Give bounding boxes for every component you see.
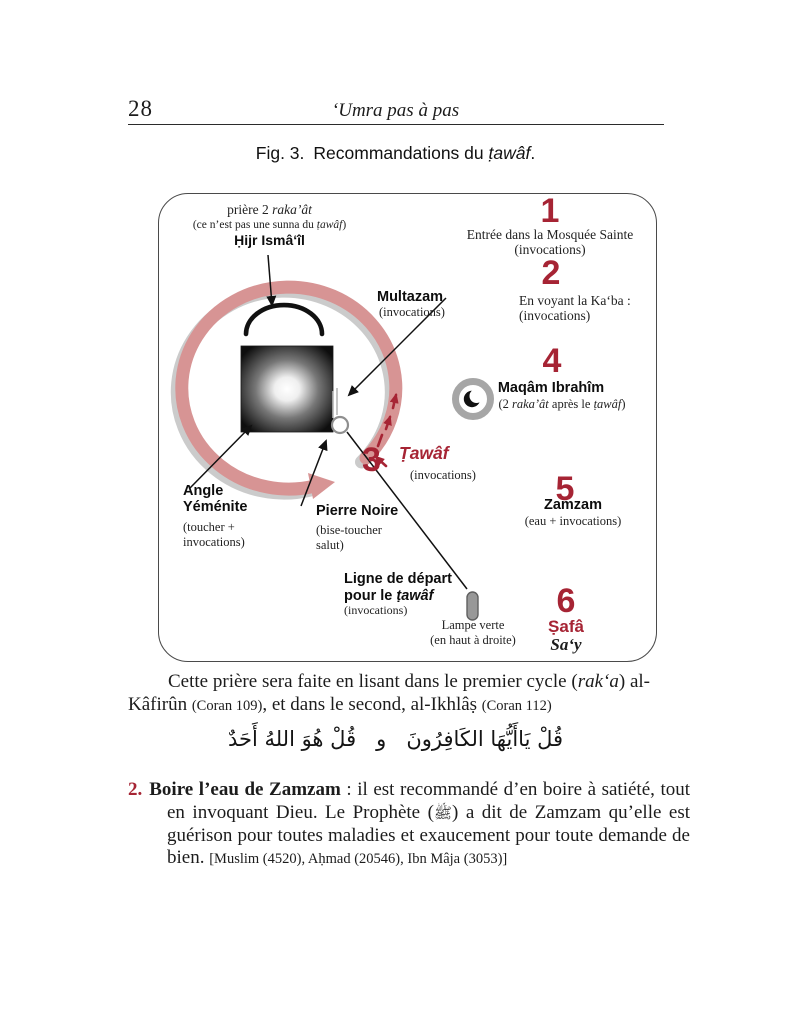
kaaba-square <box>241 346 333 432</box>
running-header-title: ‘Umra pas à pas <box>331 100 460 121</box>
step-4-number: 4 <box>542 342 562 380</box>
hijr-arc <box>246 305 322 334</box>
header-rule <box>128 124 664 125</box>
lamp-icon <box>467 592 478 620</box>
step-5-title: Zamzam <box>543 497 603 513</box>
step-5-sub: (eau + invocations) <box>524 514 622 528</box>
caption-italic: ṭawâf <box>488 143 531 163</box>
step-3-number: 3 <box>362 441 381 479</box>
step-6-safa: Ṣafâ <box>548 617 584 636</box>
label-multazam: Multazam (invocations) <box>377 289 445 319</box>
step-6-say: Sa‘y <box>550 635 582 654</box>
arabic-quran-line: قُلْ يَاأَيُّهَا الكَافِرُونَ و قُلْ هُوَ اللهُ أَحَدٌ <box>227 727 564 751</box>
step-5-number: 5 <box>555 470 575 508</box>
caption-text: Recommandations du <box>313 143 489 163</box>
list-number: 2. <box>128 779 143 800</box>
hadith-references: [Muslim (4520), Aḥmad (20546), Ibn Mâja (3053)] <box>209 851 508 868</box>
figure-caption: Fig. 3. Recommandations du ṭawâf. <box>255 143 536 163</box>
black-stone-marker <box>332 417 348 433</box>
label-ligne-depart: Ligne de départ pour le ṭawâf (invocations) <box>344 571 452 617</box>
label-lampe-verte: Lampe verte (en haut à droite) <box>430 618 516 647</box>
step-2-number: 2 <box>541 254 561 292</box>
figure-label: Fig. 3. <box>255 143 305 163</box>
label-hijr-ismail: prière 2 raka’ât (ce n’est pas une sunna du ṭawâf) Ḥijr Ismâ‘îl <box>192 202 347 248</box>
page-number: 28 <box>128 96 153 121</box>
step-3-title: Ṭawâf <box>399 443 449 463</box>
step-1-label: Entrée dans la Mosquée Sainte (invocations) <box>466 227 634 257</box>
label-angle-yemenite: Angle Yéménite (toucher + invocations) <box>183 483 248 549</box>
step-6-number: 6 <box>556 582 576 620</box>
paragraph-intro: Cette prière sera faite en lisant dans le premier cycle (rak‘a) al-Kâfirûn (Coran 109), et dans le second, al-Ikhlâṣ (Coran 112) <box>128 671 650 716</box>
pbuh-symbol: ﷺ <box>433 803 453 822</box>
multazam-door-marks <box>333 388 337 418</box>
tawaf-diagram <box>158 193 657 662</box>
paragraph-zamzam: 2. Boire l’eau de Zamzam : il est recommandé d’en boire à satiété, tout en invoquant Dieu. Le Prophète (ﷺ) a dit de Zamzam qu’elle est guérison pour toutes maladies et exaucement pour toute demande de bien. [Muslim (4520), Aḥmad (20546), Ibn Mâja (3053)] <box>128 779 691 869</box>
step-4-title: Maqâm Ibrahîm <box>497 380 605 396</box>
label-pierre-noire: Pierre Noire (bise-toucher salut) <box>316 503 399 552</box>
step-3-sub: (invocations) <box>410 468 476 482</box>
step-4-sub: (2 raka’ât après le ṭawâf) <box>498 397 626 411</box>
step-2-label: En voyant la Ka‘ba : (invocations) <box>519 293 631 323</box>
step-1-number: 1 <box>540 192 560 230</box>
